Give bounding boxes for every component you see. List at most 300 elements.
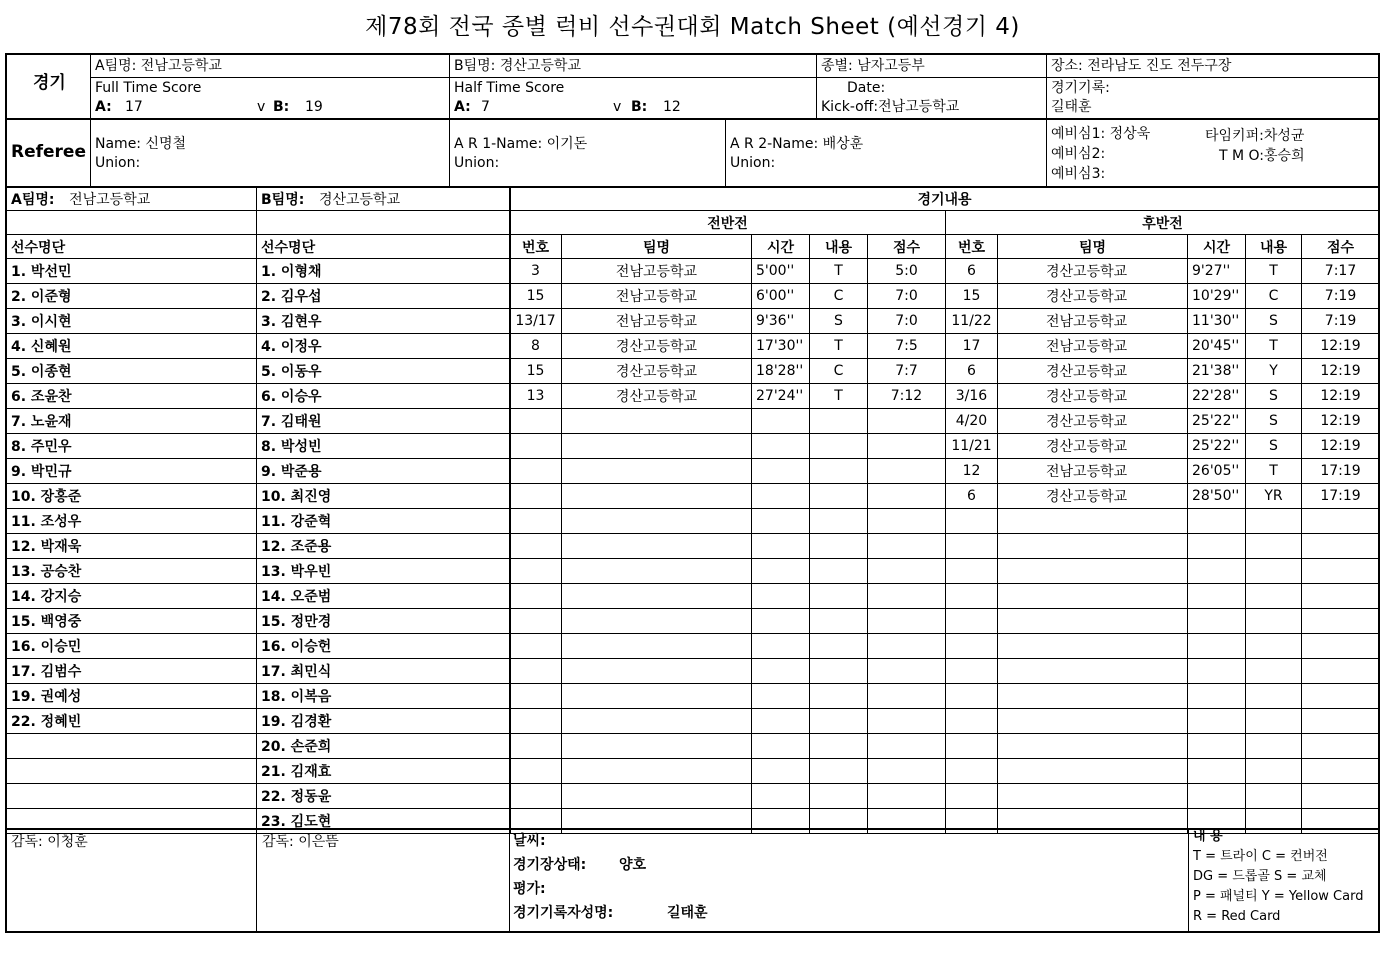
table-row <box>7 784 511 809</box>
first-half-cell <box>810 734 868 759</box>
second-half-cell: 12:19 <box>1302 434 1380 459</box>
second-half-cell: S <box>1246 309 1302 334</box>
first-half-cell: 7:12 <box>868 384 946 409</box>
first-half-cell <box>810 584 868 609</box>
table-row <box>7 509 511 534</box>
second-half-cell: 11/22 <box>946 309 998 334</box>
first-half-cell: 전남고등학교 <box>562 284 752 309</box>
first-half-cell <box>868 484 946 509</box>
team-b-player: 12. 조준용 <box>257 534 511 559</box>
first-half-cell: 전남고등학교 <box>562 259 752 284</box>
second-half-cell: T <box>1246 259 1302 284</box>
team-b-player: 14. 오준범 <box>257 584 511 609</box>
team-b-player: 18. 이복음 <box>257 684 511 709</box>
second-half-cell <box>998 734 1188 759</box>
roster-label-row <box>7 235 511 259</box>
second-half-cell <box>1302 734 1380 759</box>
team-a-player: 4. 신혜원 <box>7 334 257 359</box>
team-b-player: 21. 김재효 <box>257 759 511 784</box>
first-half-cell <box>752 709 810 734</box>
first-half-cell: T <box>810 259 868 284</box>
first-half-cell <box>868 534 946 559</box>
events-column-row <box>510 235 1380 259</box>
first-half-cell <box>510 509 562 534</box>
first-half-cell <box>510 634 562 659</box>
referee-name: Name: 신명철 <box>95 136 187 152</box>
second-half-cell <box>1188 534 1246 559</box>
first-half-cell <box>868 734 946 759</box>
reserve-3: 예비심3: <box>1051 166 1106 182</box>
first-half-cell <box>752 684 810 709</box>
team-b-player: 9. 박준용 <box>257 459 511 484</box>
second-half-cell <box>946 634 998 659</box>
full-time-label: Full Time Score <box>95 80 202 96</box>
table-row <box>510 359 1380 384</box>
first-half-cell <box>510 784 562 809</box>
first-half-cell <box>810 784 868 809</box>
second-half-cell <box>946 509 998 534</box>
first-half-cell <box>810 434 868 459</box>
team-a-player <box>7 759 257 784</box>
half-b-label: B: <box>631 99 648 115</box>
second-half-cell <box>1302 634 1380 659</box>
ar2-union: Union: <box>730 155 776 171</box>
second-half-cell <box>998 784 1188 809</box>
second-half-cell <box>1246 559 1302 584</box>
second-half-cell: 7:17 <box>1302 259 1380 284</box>
second-half-cell: 4/20 <box>946 409 998 434</box>
team-b-player: 11. 강준혁 <box>257 509 511 534</box>
first-half-cell <box>868 584 946 609</box>
first-half-cell <box>752 509 810 534</box>
column-header: 시간 <box>752 235 810 259</box>
team-a-player: 1. 박선민 <box>7 259 257 284</box>
second-half-cell <box>1188 784 1246 809</box>
second-half-cell <box>946 684 998 709</box>
first-half-cell <box>810 709 868 734</box>
team-a-player: 11. 조성우 <box>7 509 257 534</box>
first-half-cell: T <box>810 334 868 359</box>
second-half-cell: T <box>1246 334 1302 359</box>
table-row <box>510 309 1380 334</box>
first-half-cell: 5'00'' <box>752 259 810 284</box>
team-b-player: 15. 정만경 <box>257 609 511 634</box>
reserve-1: 예비심1: 정상욱 <box>1051 126 1151 142</box>
second-half-label: 후반전 <box>946 211 1380 235</box>
second-half-cell <box>1188 609 1246 634</box>
first-half-cell: 15 <box>510 284 562 309</box>
team-b-label: B팀명: <box>261 191 305 208</box>
first-half-cell <box>562 409 752 434</box>
first-half-cell <box>810 509 868 534</box>
first-half-cell <box>562 734 752 759</box>
second-half-cell: 경산고등학교 <box>998 484 1188 509</box>
team-b-player: 7. 김태원 <box>257 409 511 434</box>
column-header: 팀명 <box>562 235 752 259</box>
second-half-cell: T <box>1246 459 1302 484</box>
second-half-cell <box>946 609 998 634</box>
table-row <box>510 259 1380 284</box>
second-half-cell <box>946 734 998 759</box>
events-section-label: 경기내용 <box>510 187 1380 211</box>
second-half-cell: 12:19 <box>1302 409 1380 434</box>
roster-spacer-row <box>7 211 511 235</box>
second-half-cell: 6 <box>946 484 998 509</box>
team-b-player: 17. 최민식 <box>257 659 511 684</box>
second-half-cell <box>1302 534 1380 559</box>
evaluation-label: 평가: <box>513 881 546 897</box>
team-b-player: 3. 김현우 <box>257 309 511 334</box>
team-b-player: 6. 이승우 <box>257 384 511 409</box>
events-section-row <box>510 187 1380 211</box>
table-row <box>510 734 1380 759</box>
second-half-cell: 경산고등학교 <box>998 359 1188 384</box>
second-half-cell <box>998 759 1188 784</box>
second-half-cell <box>1188 684 1246 709</box>
kickoff: Kick-off:전남고등학교 <box>821 99 960 115</box>
table-row <box>510 659 1380 684</box>
second-half-cell: 12:19 <box>1302 334 1380 359</box>
full-a-label: A: <box>95 99 112 115</box>
first-half-cell: 13 <box>510 384 562 409</box>
first-half-cell <box>510 534 562 559</box>
first-half-cell <box>810 609 868 634</box>
game-label: 경기 <box>33 73 66 93</box>
second-half-cell <box>1188 584 1246 609</box>
second-half-cell <box>998 709 1188 734</box>
team-a-player: 10. 장홍준 <box>7 484 257 509</box>
second-half-cell <box>946 534 998 559</box>
first-half-cell: C <box>810 359 868 384</box>
table-row <box>510 409 1380 434</box>
team-b-player: 2. 김우섭 <box>257 284 511 309</box>
table-row <box>7 384 511 409</box>
second-half-cell: 경산고등학교 <box>998 259 1188 284</box>
second-half-cell: 7:19 <box>1302 309 1380 334</box>
second-half-cell <box>1188 759 1246 784</box>
team-a-player: 15. 백영중 <box>7 609 257 634</box>
recorder-label: 경기기록: <box>1051 80 1110 96</box>
second-half-cell <box>946 584 998 609</box>
second-half-cell: 경산고등학교 <box>998 434 1188 459</box>
legend-title: 내 용 <box>1193 829 1223 844</box>
first-half-cell <box>562 759 752 784</box>
second-half-cell <box>1246 534 1302 559</box>
first-half-cell <box>868 459 946 484</box>
first-half-cell <box>510 709 562 734</box>
legend-line-4: R = Red Card <box>1193 909 1281 924</box>
second-half-cell <box>946 784 998 809</box>
first-half-cell <box>752 734 810 759</box>
roster-team-row <box>7 187 511 211</box>
second-half-cell: 전남고등학교 <box>998 459 1188 484</box>
table-row <box>7 284 511 309</box>
page-title: 제78회 전국 종별 럭비 선수권대회 Match Sheet (예선경기 4) <box>365 14 1020 40</box>
first-half-cell <box>868 684 946 709</box>
roster-table <box>6 186 511 834</box>
first-half-cell <box>868 609 946 634</box>
first-half-cell: 경산고등학교 <box>562 334 752 359</box>
column-header: 번호 <box>510 235 562 259</box>
table-row <box>510 684 1380 709</box>
table-row <box>7 334 511 359</box>
second-half-cell <box>1188 634 1246 659</box>
coach-b: 감독: 이은뜸 <box>262 834 339 850</box>
first-half-cell <box>562 484 752 509</box>
second-half-cell: S <box>1246 384 1302 409</box>
first-half-cell: S <box>810 309 868 334</box>
first-half-cell: 7:7 <box>868 359 946 384</box>
first-half-cell <box>752 559 810 584</box>
second-half-cell: S <box>1246 409 1302 434</box>
second-half-cell <box>998 509 1188 534</box>
first-half-cell: 3 <box>510 259 562 284</box>
second-half-cell <box>946 709 998 734</box>
legend-line-3: P = 패널티 Y = Yellow Card <box>1193 889 1364 904</box>
table-row <box>7 659 511 684</box>
team-a-line: A팀명: 전남고등학교 <box>95 58 222 74</box>
first-half-cell <box>868 634 946 659</box>
table-row <box>510 584 1380 609</box>
team-b-name: 경산고등학교 <box>318 191 401 208</box>
first-half-cell <box>562 659 752 684</box>
second-half-cell <box>998 609 1188 634</box>
first-half-cell <box>810 459 868 484</box>
second-half-cell: 6 <box>946 259 998 284</box>
first-half-cell <box>868 659 946 684</box>
timekeeper: 타임키퍼:차성균 <box>1205 128 1305 144</box>
second-half-cell <box>998 534 1188 559</box>
second-half-cell <box>998 684 1188 709</box>
second-half-cell: 28'50'' <box>1188 484 1246 509</box>
half-a-score: 7 <box>481 99 490 115</box>
first-half-cell <box>868 409 946 434</box>
first-half-cell <box>562 459 752 484</box>
first-half-cell <box>810 634 868 659</box>
second-half-cell: 6 <box>946 359 998 384</box>
first-half-cell: 7:0 <box>868 284 946 309</box>
first-half-cell <box>752 434 810 459</box>
second-half-cell: 26'05'' <box>1188 459 1246 484</box>
first-half-cell <box>510 559 562 584</box>
first-half-cell <box>752 609 810 634</box>
table-row <box>7 559 511 584</box>
first-half-cell <box>510 584 562 609</box>
first-half-cell: C <box>810 284 868 309</box>
second-half-cell <box>1302 659 1380 684</box>
referee-label: Referee <box>11 142 86 162</box>
full-v-label: v <box>257 99 266 115</box>
second-half-cell <box>1246 684 1302 709</box>
first-half-cell <box>510 459 562 484</box>
team-b-player: 23. 김도현 <box>257 809 511 834</box>
first-half-cell <box>510 684 562 709</box>
second-half-cell: 17:19 <box>1302 484 1380 509</box>
first-half-cell: 전남고등학교 <box>562 309 752 334</box>
first-half-cell: 9'36'' <box>752 309 810 334</box>
referee-union: Union: <box>95 155 141 171</box>
recorder-footer-value: 길태훈 <box>667 905 708 921</box>
date-label: Date: <box>847 80 886 96</box>
match-sheet <box>5 53 1380 933</box>
second-half-cell <box>1246 509 1302 534</box>
half-b-score: 12 <box>663 99 681 115</box>
team-a-player: 7. 노윤재 <box>7 409 257 434</box>
second-half-cell <box>1246 584 1302 609</box>
first-half-cell <box>510 759 562 784</box>
second-half-cell <box>946 559 998 584</box>
table-row <box>7 409 511 434</box>
first-half-cell: 15 <box>510 359 562 384</box>
legend-line-1: T = 트라이 C = 컨버전 <box>1193 849 1328 864</box>
table-row <box>510 534 1380 559</box>
team-a-player <box>7 734 257 759</box>
second-half-cell: 17:19 <box>1302 459 1380 484</box>
first-half-cell <box>868 759 946 784</box>
team-a-player: 8. 주민우 <box>7 434 257 459</box>
second-half-cell <box>1302 784 1380 809</box>
team-a-player: 19. 권예성 <box>7 684 257 709</box>
second-half-cell <box>1246 734 1302 759</box>
second-half-cell: 전남고등학교 <box>998 334 1188 359</box>
second-half-cell: 경산고등학교 <box>998 284 1188 309</box>
ar1-union: Union: <box>454 155 500 171</box>
first-half-cell <box>510 609 562 634</box>
first-half-cell: 5:0 <box>868 259 946 284</box>
second-half-cell <box>1188 509 1246 534</box>
players-label-b: 선수명단 <box>257 235 511 259</box>
second-half-cell: 20'45'' <box>1188 334 1246 359</box>
team-a-player: 14. 강지승 <box>7 584 257 609</box>
first-half-cell <box>752 459 810 484</box>
second-half-cell: 전남고등학교 <box>998 309 1188 334</box>
half-a-label: A: <box>454 99 471 115</box>
first-half-cell <box>868 784 946 809</box>
second-half-cell: C <box>1246 284 1302 309</box>
first-half-cell <box>510 659 562 684</box>
spacer-cell <box>7 211 257 235</box>
second-half-cell: 경산고등학교 <box>998 384 1188 409</box>
second-half-cell: 22'28'' <box>1188 384 1246 409</box>
table-row <box>510 634 1380 659</box>
second-half-cell: 15 <box>946 284 998 309</box>
table-row <box>510 709 1380 734</box>
first-half-cell <box>810 484 868 509</box>
second-half-cell <box>998 559 1188 584</box>
spacer-cell <box>257 211 511 235</box>
first-half-cell <box>868 559 946 584</box>
second-half-cell <box>1246 759 1302 784</box>
column-header: 내용 <box>810 235 868 259</box>
first-half-cell <box>868 709 946 734</box>
first-half-cell: 17'30'' <box>752 334 810 359</box>
table-row <box>7 634 511 659</box>
first-half-cell <box>752 484 810 509</box>
team-a-player <box>7 784 257 809</box>
table-row <box>510 384 1380 409</box>
second-half-cell <box>1246 709 1302 734</box>
first-half-cell <box>562 559 752 584</box>
team-b-player: 8. 박성빈 <box>257 434 511 459</box>
full-b-label: B: <box>273 99 290 115</box>
first-half-cell <box>562 709 752 734</box>
table-row <box>7 684 511 709</box>
first-half-cell <box>752 759 810 784</box>
second-half-cell: 21'38'' <box>1188 359 1246 384</box>
second-half-cell <box>998 659 1188 684</box>
weather-label: 날씨: <box>513 833 546 849</box>
second-half-cell <box>1246 784 1302 809</box>
second-half-cell <box>946 659 998 684</box>
team-a-cell <box>7 187 257 211</box>
second-half-cell: 경산고등학교 <box>998 409 1188 434</box>
team-a-player: 16. 이승민 <box>7 634 257 659</box>
first-half-cell <box>562 634 752 659</box>
second-half-cell <box>998 634 1188 659</box>
first-half-cell <box>562 434 752 459</box>
team-b-player: 19. 김경환 <box>257 709 511 734</box>
second-half-cell: 11/21 <box>946 434 998 459</box>
first-half-cell: 7:5 <box>868 334 946 359</box>
team-b-cell <box>257 187 511 211</box>
pitch-label: 경기장상태: <box>513 857 587 873</box>
first-half-cell <box>810 409 868 434</box>
second-half-cell <box>1302 684 1380 709</box>
second-half-cell <box>1246 634 1302 659</box>
column-header: 내용 <box>1246 235 1302 259</box>
team-a-player: 13. 공승찬 <box>7 559 257 584</box>
first-half-cell <box>510 434 562 459</box>
second-half-cell: 3/16 <box>946 384 998 409</box>
team-a-player: 22. 정혜빈 <box>7 709 257 734</box>
table-row <box>7 484 511 509</box>
second-half-cell <box>1302 509 1380 534</box>
column-header: 점수 <box>868 235 946 259</box>
table-row <box>510 484 1380 509</box>
full-a-score: 17 <box>125 99 143 115</box>
first-half-cell <box>752 584 810 609</box>
team-a-player: 2. 이준형 <box>7 284 257 309</box>
second-half-cell <box>1302 709 1380 734</box>
table-row <box>510 784 1380 809</box>
first-half-cell <box>810 684 868 709</box>
table-row <box>7 584 511 609</box>
players-label-a: 선수명단 <box>7 235 257 259</box>
second-half-cell <box>1246 609 1302 634</box>
table-row <box>7 459 511 484</box>
recorder-footer-label: 경기기록자성명: <box>513 905 614 921</box>
first-half-cell: T <box>810 384 868 409</box>
first-half-cell <box>868 509 946 534</box>
recorder-name: 길태훈 <box>1051 99 1092 115</box>
first-half-cell <box>868 434 946 459</box>
first-half-cell <box>752 534 810 559</box>
team-a-label: A팀명: <box>11 191 55 208</box>
second-half-cell <box>1302 609 1380 634</box>
table-row <box>510 284 1380 309</box>
first-half-cell: 경산고등학교 <box>562 384 752 409</box>
column-header: 번호 <box>946 235 998 259</box>
first-half-cell <box>562 684 752 709</box>
first-half-cell <box>562 584 752 609</box>
first-half-cell: 27'24'' <box>752 384 810 409</box>
table-row <box>510 334 1380 359</box>
second-half-cell <box>1188 709 1246 734</box>
first-half-cell <box>562 509 752 534</box>
venue-line: 장소: 전라남도 진도 전두구장 <box>1051 58 1232 74</box>
half-v-label: v <box>613 99 622 115</box>
team-a-player: 17. 김범수 <box>7 659 257 684</box>
